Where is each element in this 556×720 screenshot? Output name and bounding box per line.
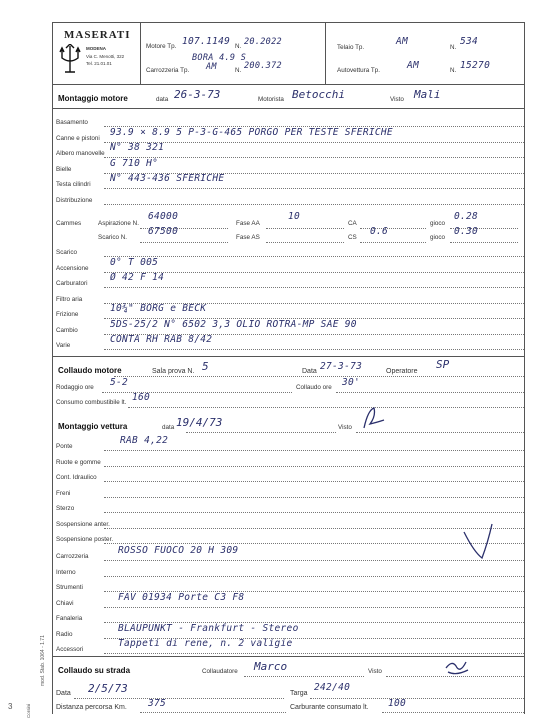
form-code-note: mod. Stab. 1064 - 1.71 xyxy=(40,635,46,686)
form-row-label: Varie xyxy=(56,342,71,349)
scarico-value: 67500 xyxy=(148,226,179,237)
montaggio-motore-visto-value: Mali xyxy=(414,88,441,101)
consumo-label: Consumo combustibile lt. xyxy=(56,399,127,406)
form-row-value: 0° T 005 xyxy=(110,256,159,268)
form-row-label: Interno xyxy=(56,568,76,576)
form-row-value: RAB 4,22 xyxy=(120,435,169,446)
fase-aa-value: 10 xyxy=(288,211,301,222)
form-row-label: Scarico xyxy=(56,249,77,256)
targa-label: Targa xyxy=(290,690,308,697)
sala-prova-value: 5 xyxy=(202,360,209,373)
form-row-value: CONTA RH RAB 8/42 xyxy=(110,334,213,345)
motorista-value: Betocchi xyxy=(292,88,345,101)
form-row-label: Canne e pistoni xyxy=(56,134,100,142)
form-row-value: G 710 H° xyxy=(110,157,159,169)
collaudo-data-label: Data xyxy=(302,368,317,375)
autovettura-label: Autovettura Tp. xyxy=(337,67,380,74)
vehicle-build-sheet xyxy=(52,22,524,714)
form-row-label: Testa cilindri xyxy=(56,181,91,188)
form-row-label: Carburatori xyxy=(56,280,88,287)
rodaggio-label: Rodaggio ore xyxy=(56,384,94,391)
montaggio-vettura-data-label: data xyxy=(162,424,175,431)
montaggio-vettura-visto-label: Visto xyxy=(338,424,352,431)
collaudo-strada-visto-label: Visto xyxy=(368,668,382,675)
form-row-label: Cambio xyxy=(56,326,78,334)
operatore-label: Operatore xyxy=(386,368,418,375)
aspirazione-label: Aspirazione N. xyxy=(98,220,139,227)
form-row-label: Sospensione anter. xyxy=(56,520,110,528)
form-row-label: Carrozzeria xyxy=(56,553,89,560)
form-row-value: ROSSO FUOCO 20 H 309 xyxy=(118,545,239,556)
carrozzeria-n-value: 200.372 xyxy=(244,61,282,71)
montaggio-motore-visto-label: Visto xyxy=(390,96,404,103)
strada-data-value: 2/5/73 xyxy=(88,682,128,695)
form-row-value: 5DS-25/2 N° 6502 3,3 OLIO ROTRA-MP SAE 90 xyxy=(110,318,357,330)
carrozzeria-model: BORA 4.9 S xyxy=(192,53,247,63)
frame-right xyxy=(524,22,525,714)
form-row-label: Accensione xyxy=(56,264,89,272)
collaudo-strada-title: Collaudo su strada xyxy=(58,666,131,675)
montaggio-motore-data-value: 26-3-73 xyxy=(174,88,221,101)
consumo-value: 160 xyxy=(132,392,151,403)
carrozzeria-label: Carrozzeria Tp. xyxy=(146,67,190,74)
form-row-value: Tappeti di rene, n. 2 valigie xyxy=(118,638,293,649)
form-row-label: Accessori xyxy=(56,646,84,653)
form-row-value: BLAUPUNKT - Frankfurt - Stereo xyxy=(118,622,299,634)
form-row-label: Freni xyxy=(56,489,71,497)
form-row-label: Filtro aria xyxy=(56,295,83,303)
carburante-label: Carburante consumato lt. xyxy=(290,704,369,711)
collaudo-data-value: 27-3-73 xyxy=(320,361,363,372)
corner-mark: 3 xyxy=(8,702,13,711)
telaio-value: AM xyxy=(396,36,409,47)
maserati-logo-block xyxy=(52,22,140,84)
form-row-label: Cont. Idraulico xyxy=(56,474,97,481)
check-mark-icon xyxy=(460,522,496,562)
visto-signature-icon xyxy=(358,406,388,432)
form-row-value: N° 443-436 SFERICHE xyxy=(110,173,225,184)
autovettura-n-value: 15270 xyxy=(460,60,491,71)
targa-value: 242/40 xyxy=(314,682,351,693)
motore-label: Motore Tp. xyxy=(146,43,177,50)
form-row-label: Ponte xyxy=(56,443,73,450)
fase-as-label: Fase AS xyxy=(236,234,260,241)
form-row-label: Fanaleria xyxy=(56,615,83,622)
aspirazione-value: 64000 xyxy=(148,211,179,222)
montaggio-motore-data-label: data xyxy=(156,96,169,103)
rodaggio-value: 5-2 xyxy=(110,377,129,388)
cs-label: CS xyxy=(348,234,357,241)
carburante-value: 100 xyxy=(388,698,407,709)
collaudo-ore-label: Collaudo ore xyxy=(296,384,332,391)
form-row-label: Distribuzione xyxy=(56,196,93,204)
trident-icon xyxy=(58,44,82,76)
gioco2-value: 0.30 xyxy=(454,226,479,237)
sala-prova-label: Sala prova N. xyxy=(152,368,195,375)
collaudatore-label: Collaudatore xyxy=(202,668,238,675)
form-row-label: Sterzo xyxy=(56,505,75,512)
motorista-label: Motorista xyxy=(258,96,284,103)
telaio-n-label: N. xyxy=(450,44,457,51)
corner-text: Corsini xyxy=(26,703,31,718)
strada-signature-icon xyxy=(444,658,470,678)
gioco1-value: 0.28 xyxy=(454,211,479,222)
form-row-label: Bielle xyxy=(56,165,72,173)
form-row-value: 10¾" BORG e BECK xyxy=(110,303,207,314)
carrozzeria-value: AM xyxy=(206,62,217,72)
montaggio-vettura-data-value: 19/4/73 xyxy=(176,416,223,429)
brand-city: MODENA xyxy=(86,46,106,51)
brand-phone: Tel. 21.01.01 xyxy=(86,61,112,66)
cs-value: 0.6 xyxy=(370,226,389,237)
brand-address: Via C. Menotti, 322 xyxy=(86,54,125,59)
form-row-value: FAV 01934 Porte C3 F8 xyxy=(118,591,245,603)
cammes-label: Cammes xyxy=(56,220,82,227)
collaudo-motore-title: Collaudo motore xyxy=(58,366,122,375)
form-row-label: Ruote e gomme xyxy=(56,458,101,466)
gioco2-label: gioco xyxy=(430,234,446,241)
motore-n-label: N. xyxy=(235,43,242,50)
fase-aa-label: Fase AA xyxy=(236,220,260,227)
montaggio-motore-title: Montaggio motore xyxy=(58,94,128,103)
telaio-label: Telaio Tp. xyxy=(337,44,365,51)
form-row-label: Strumenti xyxy=(56,584,83,591)
form-row-label: Albero manovelle xyxy=(56,150,105,157)
collaudatore-value: Marco xyxy=(254,660,288,673)
motore-n-value: 20.2022 xyxy=(244,37,282,47)
form-row-label: Sospensione poster. xyxy=(56,536,114,543)
motore-value: 107.1149 xyxy=(182,36,231,47)
telaio-n-value: 534 xyxy=(460,36,479,47)
montaggio-vettura-title: Montaggio vettura xyxy=(58,422,128,431)
form-row-value: 93.9 × 8.9 5 P-3-G-465 PORGO PER TESTE SFERICHE xyxy=(110,126,393,138)
brand-name: MASERATI xyxy=(64,29,131,41)
gioco1-label: gioco xyxy=(430,220,446,227)
form-row-value: N° 38 321 xyxy=(110,142,165,153)
carrozzeria-n-label: N. xyxy=(235,67,242,74)
strada-data-label: Data xyxy=(56,690,71,697)
ca-label: CA xyxy=(348,220,357,227)
autovettura-value: AM xyxy=(407,60,420,71)
collaudo-ore-value: 30' xyxy=(342,377,361,388)
form-row-label: Chiavi xyxy=(56,599,74,607)
operatore-value: SP xyxy=(436,358,450,371)
autovettura-n-label: N. xyxy=(450,67,457,74)
frame-left xyxy=(52,22,53,714)
distanza-value: 375 xyxy=(148,698,167,709)
scarico-label: Scarico N. xyxy=(98,234,128,241)
form-row-label: Frizione xyxy=(56,311,79,318)
form-row-label: Basamento xyxy=(56,119,88,126)
form-row-label: Radio xyxy=(56,630,73,638)
form-row-value: Ø 42 F 14 xyxy=(110,272,165,283)
distanza-label: Distanza percorsa Km. xyxy=(56,704,127,711)
